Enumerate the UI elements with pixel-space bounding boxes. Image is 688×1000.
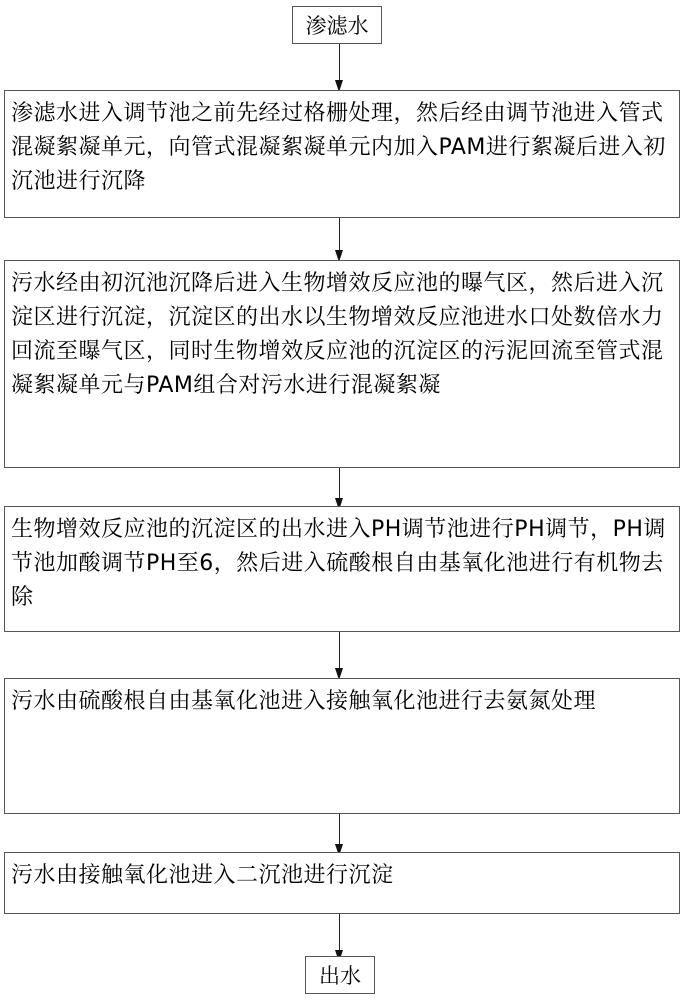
step-5-text: 污水由接触氧化池进入二沉池进行沉淀: [11, 863, 394, 888]
step-2-text: 污水经由初沉池沉降后进入生物增效反应池的曝气区，然后进入沉淀区进行沉淀，沉淀区的出水以生物增效反应池进水口处数倍水力回流至曝气区，同时生物增效反应池的沉淀区的污泥回流至管式混凝絮凝单元与PAM组合对污水进行混凝絮凝: [11, 271, 664, 398]
step-1-text: 渗滤水进入调节池之前先经过格栅处理，然后经由调节池进入管式混凝絮凝单元，向管式混凝絮凝单元内加入PAM进行絮凝后进入初沉池进行沉降: [11, 101, 666, 194]
step-4-text: 污水由硫酸根自由基氧化池进入接触氧化池进行去氨氮处理: [11, 689, 597, 714]
start-node: [292, 6, 382, 44]
start-label: 渗滤水: [305, 14, 369, 38]
step-5-box: [4, 852, 680, 914]
step-2-box: [4, 260, 680, 468]
step-4-box: [4, 678, 680, 814]
step-3-text: 生物增效反应池的沉淀区的出水进入PH调节池进行PH调节，PH调节池加酸调节PH至6，然后进入硫酸根自由基氧化池进行有机物去除: [11, 517, 666, 610]
end-node: [305, 956, 375, 994]
end-label: 出水: [319, 964, 361, 988]
step-1-box: [4, 90, 680, 218]
step-3-box: [4, 506, 680, 632]
